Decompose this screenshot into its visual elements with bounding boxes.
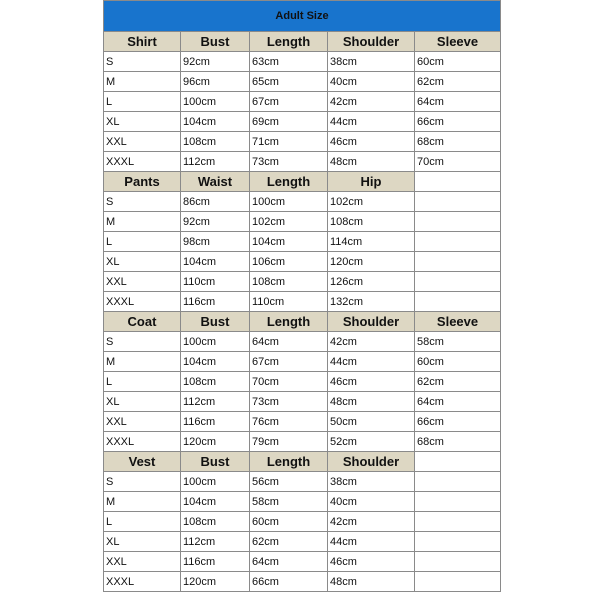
- shirt-header-row: [104, 32, 501, 52]
- pants-table-row: [104, 292, 501, 312]
- coat-table-row: [104, 332, 501, 352]
- shirt-measurement-cell: 63cm: [250, 52, 328, 72]
- coat-measurement-cell: 58cm: [415, 332, 501, 352]
- coat-measurement-cell: 46cm: [328, 372, 415, 392]
- shirt-measurement-cell: 71cm: [250, 132, 328, 152]
- vest-measurement-cell: [415, 472, 501, 492]
- shirt-measurement-cell: 48cm: [328, 152, 415, 172]
- vest-measurement-cell: 56cm: [250, 472, 328, 492]
- coat-measurement-cell: 73cm: [250, 392, 328, 412]
- pants-measurement-cell: 110cm: [181, 272, 250, 292]
- coat-header-cell: Length: [250, 312, 328, 332]
- shirt-measurement-cell: 70cm: [415, 152, 501, 172]
- vest-size-label: XXL: [104, 552, 181, 572]
- vest-measurement-cell: [415, 512, 501, 532]
- coat-measurement-cell: 104cm: [181, 352, 250, 372]
- shirt-header-cell: Bust: [181, 32, 250, 52]
- pants-header-cell: [415, 172, 501, 192]
- vest-header-row: [104, 452, 501, 472]
- vest-measurement-cell: 38cm: [328, 472, 415, 492]
- vest-size-label: XL: [104, 532, 181, 552]
- shirt-measurement-cell: 104cm: [181, 112, 250, 132]
- coat-measurement-cell: 44cm: [328, 352, 415, 372]
- pants-measurement-cell: 126cm: [328, 272, 415, 292]
- shirt-measurement-cell: 92cm: [181, 52, 250, 72]
- pants-measurement-cell: 132cm: [328, 292, 415, 312]
- pants-measurement-cell: [415, 212, 501, 232]
- vest-measurement-cell: 46cm: [328, 552, 415, 572]
- shirt-measurement-cell: 69cm: [250, 112, 328, 132]
- pants-measurement-cell: 108cm: [328, 212, 415, 232]
- vest-measurement-cell: 116cm: [181, 552, 250, 572]
- shirt-measurement-cell: 40cm: [328, 72, 415, 92]
- coat-header-cell: Shoulder: [328, 312, 415, 332]
- vest-measurement-cell: [415, 532, 501, 552]
- shirt-measurement-cell: 112cm: [181, 152, 250, 172]
- pants-table-row: [104, 252, 501, 272]
- pants-size-label: XXXL: [104, 292, 181, 312]
- shirt-measurement-cell: 68cm: [415, 132, 501, 152]
- vest-header-cell: Bust: [181, 452, 250, 472]
- pants-table-row: [104, 272, 501, 292]
- shirt-size-label: S: [104, 52, 181, 72]
- title-row: [104, 1, 501, 32]
- shirt-measurement-cell: 62cm: [415, 72, 501, 92]
- shirt-size-label: XL: [104, 112, 181, 132]
- vest-measurement-cell: 100cm: [181, 472, 250, 492]
- coat-measurement-cell: 76cm: [250, 412, 328, 432]
- coat-measurement-cell: 70cm: [250, 372, 328, 392]
- pants-table-row: [104, 192, 501, 212]
- vest-header-cell: [415, 452, 501, 472]
- pants-measurement-cell: 106cm: [250, 252, 328, 272]
- shirt-measurement-cell: 38cm: [328, 52, 415, 72]
- shirt-measurement-cell: 64cm: [415, 92, 501, 112]
- vest-measurement-cell: 44cm: [328, 532, 415, 552]
- coat-measurement-cell: 68cm: [415, 432, 501, 452]
- pants-table-row: [104, 212, 501, 232]
- pants-header-cell: Waist: [181, 172, 250, 192]
- coat-size-label: M: [104, 352, 181, 372]
- coat-size-label: S: [104, 332, 181, 352]
- vest-measurement-cell: 40cm: [328, 492, 415, 512]
- vest-measurement-cell: 64cm: [250, 552, 328, 572]
- vest-header-cell: Length: [250, 452, 328, 472]
- table-title: Adult Size: [104, 1, 501, 32]
- pants-size-label: XXL: [104, 272, 181, 292]
- coat-measurement-cell: 62cm: [415, 372, 501, 392]
- coat-header-row: [104, 312, 501, 332]
- pants-header-cell: Pants: [104, 172, 181, 192]
- vest-size-label: S: [104, 472, 181, 492]
- coat-measurement-cell: 120cm: [181, 432, 250, 452]
- vest-measurement-cell: 112cm: [181, 532, 250, 552]
- coat-measurement-cell: 116cm: [181, 412, 250, 432]
- pants-measurement-cell: [415, 272, 501, 292]
- vest-measurement-cell: 60cm: [250, 512, 328, 532]
- coat-measurement-cell: 52cm: [328, 432, 415, 452]
- coat-measurement-cell: 66cm: [415, 412, 501, 432]
- vest-measurement-cell: [415, 572, 501, 592]
- coat-measurement-cell: 48cm: [328, 392, 415, 412]
- shirt-measurement-cell: 46cm: [328, 132, 415, 152]
- vest-measurement-cell: [415, 492, 501, 512]
- vest-table-row: [104, 532, 501, 552]
- shirt-table-row: [104, 92, 501, 112]
- shirt-header-cell: Shirt: [104, 32, 181, 52]
- shirt-header-cell: Sleeve: [415, 32, 501, 52]
- pants-measurement-cell: 120cm: [328, 252, 415, 272]
- vest-table-row: [104, 552, 501, 572]
- coat-table-row: [104, 412, 501, 432]
- coat-table-row: [104, 352, 501, 372]
- coat-size-label: XXL: [104, 412, 181, 432]
- coat-measurement-cell: 64cm: [415, 392, 501, 412]
- pants-measurement-cell: 98cm: [181, 232, 250, 252]
- pants-table-row: [104, 232, 501, 252]
- vest-measurement-cell: 120cm: [181, 572, 250, 592]
- vest-measurement-cell: 104cm: [181, 492, 250, 512]
- shirt-table-row: [104, 112, 501, 132]
- pants-size-label: XL: [104, 252, 181, 272]
- pants-measurement-cell: 86cm: [181, 192, 250, 212]
- coat-size-label: XL: [104, 392, 181, 412]
- shirt-header-cell: Shoulder: [328, 32, 415, 52]
- pants-measurement-cell: 110cm: [250, 292, 328, 312]
- pants-measurement-cell: [415, 292, 501, 312]
- coat-measurement-cell: 64cm: [250, 332, 328, 352]
- pants-measurement-cell: 104cm: [250, 232, 328, 252]
- coat-size-label: XXXL: [104, 432, 181, 452]
- vest-measurement-cell: [415, 552, 501, 572]
- pants-measurement-cell: 100cm: [250, 192, 328, 212]
- pants-header-row: [104, 172, 501, 192]
- shirt-measurement-cell: 73cm: [250, 152, 328, 172]
- pants-size-label: S: [104, 192, 181, 212]
- vest-measurement-cell: 58cm: [250, 492, 328, 512]
- vest-header-cell: Vest: [104, 452, 181, 472]
- vest-table-row: [104, 472, 501, 492]
- shirt-table-row: [104, 132, 501, 152]
- shirt-measurement-cell: 96cm: [181, 72, 250, 92]
- pants-header-cell: Length: [250, 172, 328, 192]
- coat-measurement-cell: 79cm: [250, 432, 328, 452]
- pants-measurement-cell: 108cm: [250, 272, 328, 292]
- vest-measurement-cell: 62cm: [250, 532, 328, 552]
- shirt-measurement-cell: 42cm: [328, 92, 415, 112]
- coat-measurement-cell: 67cm: [250, 352, 328, 372]
- vest-measurement-cell: 48cm: [328, 572, 415, 592]
- pants-measurement-cell: [415, 192, 501, 212]
- pants-measurement-cell: 114cm: [328, 232, 415, 252]
- vest-measurement-cell: 42cm: [328, 512, 415, 532]
- pants-size-label: M: [104, 212, 181, 232]
- shirt-measurement-cell: 60cm: [415, 52, 501, 72]
- vest-size-label: M: [104, 492, 181, 512]
- pants-measurement-cell: [415, 232, 501, 252]
- shirt-table-row: [104, 152, 501, 172]
- coat-measurement-cell: 42cm: [328, 332, 415, 352]
- size-chart-table: [103, 0, 501, 592]
- coat-measurement-cell: 60cm: [415, 352, 501, 372]
- coat-header-cell: Bust: [181, 312, 250, 332]
- pants-measurement-cell: 116cm: [181, 292, 250, 312]
- coat-measurement-cell: 108cm: [181, 372, 250, 392]
- shirt-size-label: L: [104, 92, 181, 112]
- shirt-measurement-cell: 66cm: [415, 112, 501, 132]
- shirt-measurement-cell: 108cm: [181, 132, 250, 152]
- coat-table-row: [104, 432, 501, 452]
- coat-header-cell: Coat: [104, 312, 181, 332]
- pants-measurement-cell: 104cm: [181, 252, 250, 272]
- vest-table-row: [104, 572, 501, 592]
- coat-header-cell: Sleeve: [415, 312, 501, 332]
- vest-table-row: [104, 492, 501, 512]
- pants-size-label: L: [104, 232, 181, 252]
- shirt-table-row: [104, 72, 501, 92]
- shirt-measurement-cell: 100cm: [181, 92, 250, 112]
- shirt-size-label: M: [104, 72, 181, 92]
- coat-table-row: [104, 372, 501, 392]
- shirt-table-row: [104, 52, 501, 72]
- shirt-measurement-cell: 44cm: [328, 112, 415, 132]
- pants-measurement-cell: 92cm: [181, 212, 250, 232]
- vest-size-label: L: [104, 512, 181, 532]
- coat-measurement-cell: 50cm: [328, 412, 415, 432]
- vest-measurement-cell: 66cm: [250, 572, 328, 592]
- shirt-measurement-cell: 67cm: [250, 92, 328, 112]
- shirt-size-label: XXL: [104, 132, 181, 152]
- vest-table-row: [104, 512, 501, 532]
- coat-size-label: L: [104, 372, 181, 392]
- vest-measurement-cell: 108cm: [181, 512, 250, 532]
- coat-measurement-cell: 112cm: [181, 392, 250, 412]
- vest-size-label: XXXL: [104, 572, 181, 592]
- shirt-measurement-cell: 65cm: [250, 72, 328, 92]
- shirt-size-label: XXXL: [104, 152, 181, 172]
- pants-measurement-cell: [415, 252, 501, 272]
- shirt-header-cell: Length: [250, 32, 328, 52]
- coat-table-row: [104, 392, 501, 412]
- pants-header-cell: Hip: [328, 172, 415, 192]
- vest-header-cell: Shoulder: [328, 452, 415, 472]
- pants-measurement-cell: 102cm: [328, 192, 415, 212]
- coat-measurement-cell: 100cm: [181, 332, 250, 352]
- pants-measurement-cell: 102cm: [250, 212, 328, 232]
